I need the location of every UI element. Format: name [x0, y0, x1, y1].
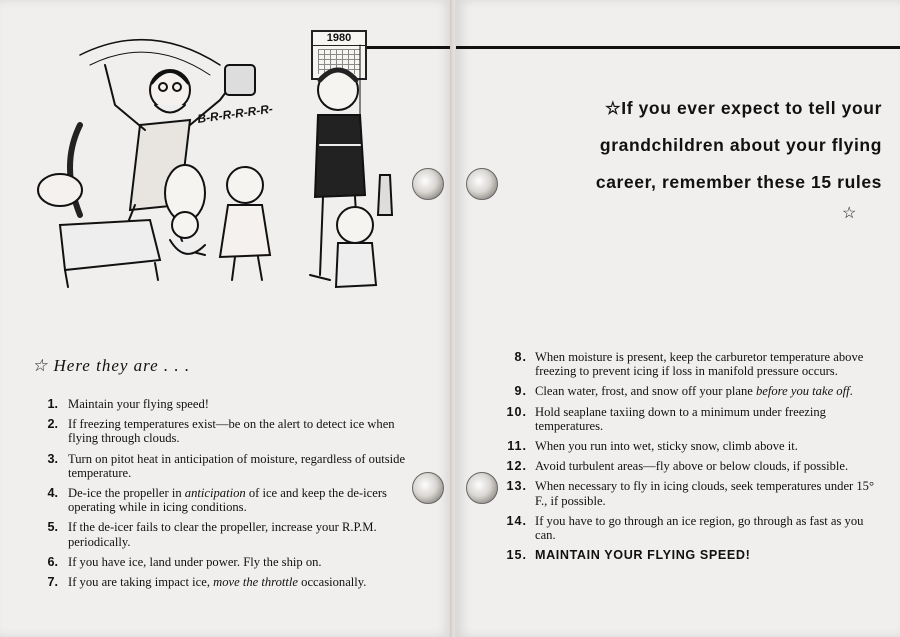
rule-item [36, 417, 406, 445]
heading-line-3: career, remember these 15 rules [595, 172, 882, 192]
rule-text: If you have to go through an ice region, go through as fast as you can. [535, 513, 864, 543]
rule-item [36, 486, 406, 514]
rule-item [36, 555, 406, 569]
rule-number: 8. [514, 350, 527, 364]
rule-text-end: . [849, 384, 853, 399]
sound-effect-text: B-R-R-R-R-R- [196, 101, 274, 126]
rule-text: Hold seaplane taxiing down to a minimum under freezing temperatures. [535, 404, 826, 433]
rules-list-left [36, 397, 406, 595]
rule-text: If you are taking impact ice, [68, 575, 214, 590]
rule-item [36, 575, 406, 589]
binder-hole-lower-left [412, 472, 444, 504]
cartoon-illustration [20, 25, 400, 305]
rule-item [497, 405, 879, 433]
rule-emphasis: move the throttle [213, 575, 298, 590]
rule-text: Maintain your flying speed! [68, 397, 209, 411]
rule-number: 13. [506, 479, 527, 494]
rule-item [497, 514, 879, 542]
rule-item [497, 479, 879, 507]
rule-number: 4. [47, 486, 58, 501]
rule-number: 10. [506, 404, 527, 419]
rule-text: When you run into wet, sticky snow, climb above it. [535, 439, 798, 454]
rule-number: 15. [506, 548, 527, 563]
rule-text: MAINTAIN YOUR FLYING SPEED! [535, 548, 751, 563]
rule-item [497, 548, 879, 562]
rule-text: If the de-icer fails to clear the propeller, increase your R.P.M. periodically. [68, 520, 377, 549]
heading-line-1 [532, 90, 882, 127]
top-rule-right [456, 46, 900, 49]
rule-number: 14. [506, 513, 527, 528]
star-icon: ☆ [604, 98, 622, 118]
heading-text: If you ever expect to tell your [621, 98, 882, 118]
page-heading [532, 90, 882, 201]
rule-emphasis: anticipation [184, 486, 246, 501]
rule-emphasis: before you take off [756, 384, 850, 399]
star-icon: ☆ [842, 205, 857, 222]
binder-hole-upper-right [466, 168, 498, 200]
subheading: ☆ Here they are . . . [32, 356, 191, 375]
rule-text: When moisture is present, keep the carburetor temperature above freezing to prevent icing if loss in manifold pressure occurs. [535, 350, 864, 379]
rule-number: 7. [47, 575, 58, 590]
rule-number: 2. [47, 417, 58, 432]
rule-text: If freezing temperatures exist—be on the alert to detect ice when flying through clouds. [68, 417, 395, 446]
rule-item [36, 397, 406, 411]
rule-item [36, 452, 406, 480]
rule-text: When necessary to fly in icing clouds, seek temperatures under 15° F., if possible. [535, 479, 875, 508]
rule-text: De-ice the propeller in [68, 486, 185, 501]
rule-number: 6. [47, 554, 58, 569]
rules-list-right [497, 350, 879, 568]
rule-text: Avoid turbulent areas—fly above or below clouds, if possible. [535, 459, 849, 474]
rule-item [497, 384, 879, 398]
rule-text-end: of ice and keep the de-icers operating while in icing conditions. [68, 486, 387, 515]
heading-line-2: grandchildren about your flying [599, 135, 882, 155]
binder-hole-upper-left [412, 168, 444, 200]
rule-number: 11. [507, 439, 527, 454]
rule-item [36, 520, 406, 548]
rule-text: If you have ice, land under power. Fly the ship on. [68, 554, 322, 569]
rule-number: 1. [47, 397, 58, 411]
rule-item [497, 439, 879, 453]
rule-number: 12. [506, 459, 527, 474]
rule-text: Clean water, frost, and snow off your plane [535, 384, 756, 399]
rule-item [497, 459, 879, 473]
binder-hole-lower-right [466, 472, 498, 504]
rule-item [497, 350, 879, 378]
rule-text: Turn on pitot heat in anticipation of moisture, regardless of outside temperature. [68, 451, 406, 480]
rule-number: 3. [47, 451, 58, 466]
rule-number: 5. [47, 520, 58, 535]
rule-text-end: occasionally. [298, 575, 367, 590]
rule-number: 9. [514, 384, 527, 399]
calendar-year: 1980 [313, 32, 365, 46]
